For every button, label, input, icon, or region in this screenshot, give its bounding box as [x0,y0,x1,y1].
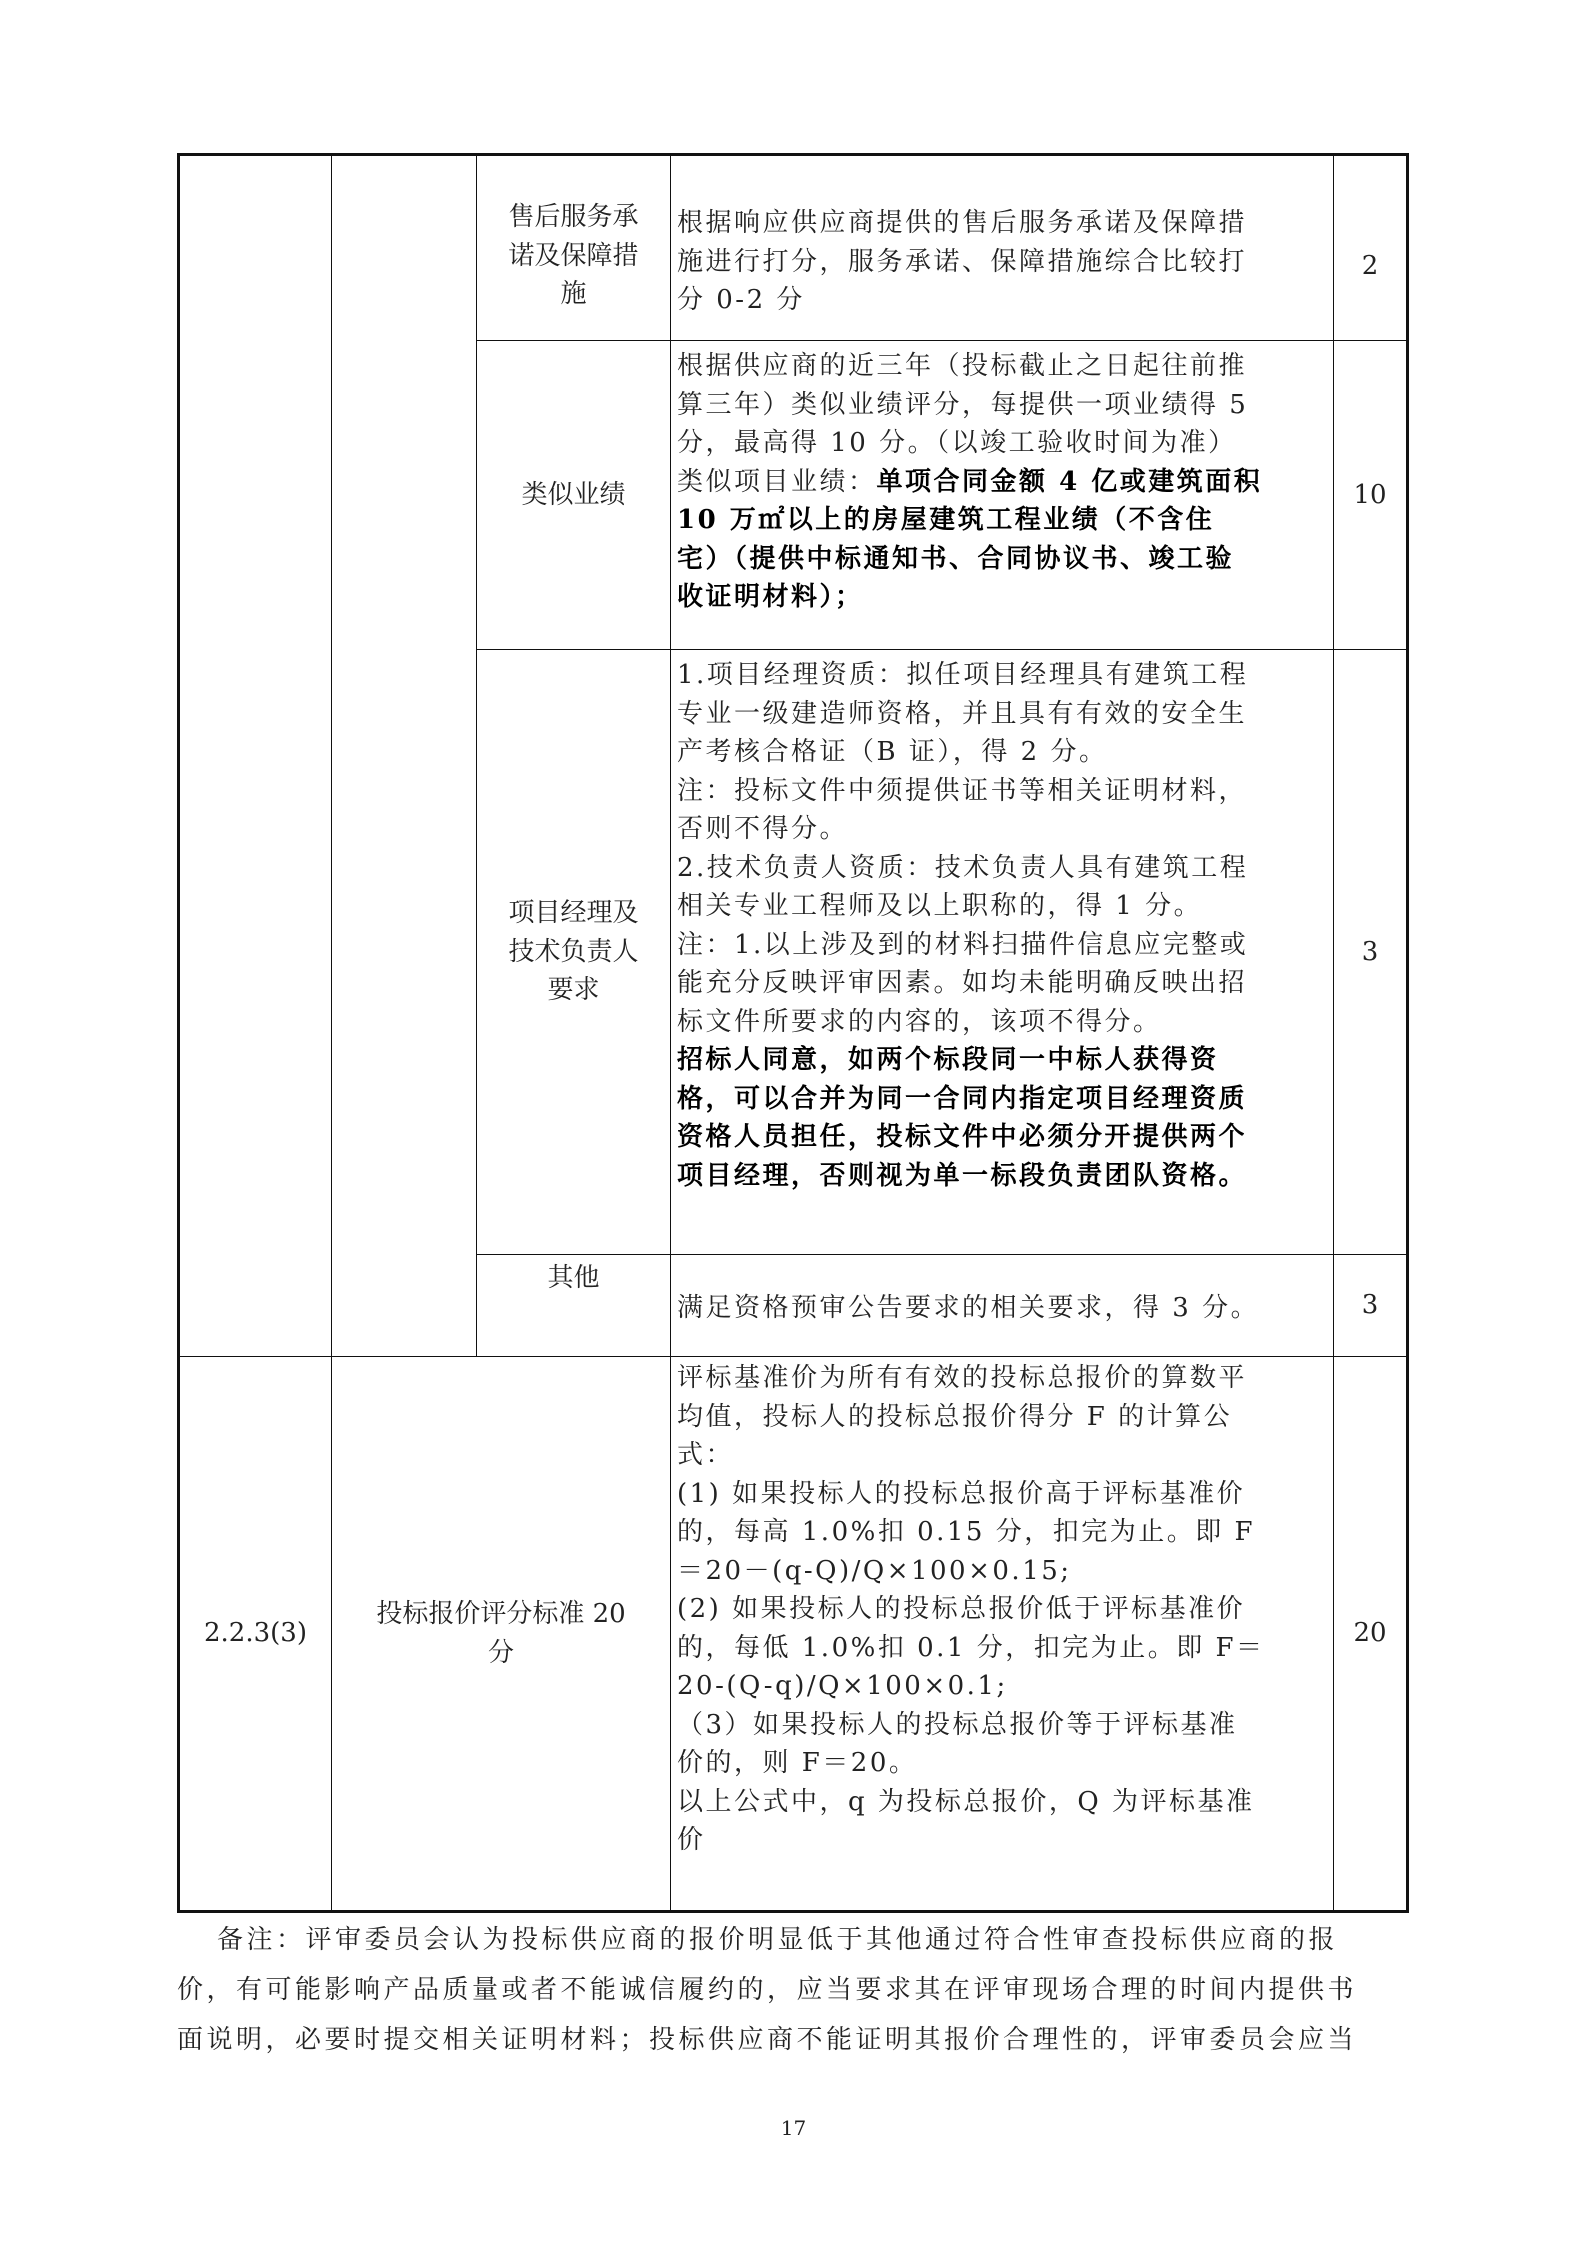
criterion-score: 20 [1353,1618,1387,1649]
desc-bold-part: 单项合同金额 4 亿或建筑面积 [876,466,1263,497]
criterion-name: 售后服务承 诺及保障措 施 [508,202,639,309]
remark-paragraph: 备注：评审委员会认为投标供应商的报价明显低于其他通过符合性审查投标供应商的报 价，有可能影响产品质量或者不能诚信履约的，应当要求其在评审现场合理的时间内提供书 面说明，必要时提交相关证明材料；投标供应商不能证明其报价合理性的，评审委员会应当 [177,1925,1358,2055]
scoring-table [177,153,1409,1913]
criterion-name: 投标报价评分标准 20 分 [376,1599,626,1668]
criterion-description: 1.项目经理资质：拟任项目经理具有建筑工程 专业一级建造师资格，并且具有有效的安全生 产考核合格证（B 证），得 2 分。 注：投标文件中须提供证书等相关证明材料， 否则不得分。 2.技术负责人资质：技术负责人具有建筑工程 相关专业工程师及以上职称的，得 1 分。 注：1.以上涉及到的材料扫描件信息应完整或 能充分反映评审因素。如均未能明确反映出招 标文件所要求的内容的，该项不得分。 招标人同意，如两个标段同一中标人获得资 格，可以合并为同一合同内指定项目经理资质 资格人员担任，投标文件中必须分开提供两个 项目经理，否则视为单一标段负责团队资格。 [677,660,1249,1191]
criterion-name-cell [477,1259,670,1298]
criterion-description: 根据响应供应商提供的售后服务承诺及保障措 施进行打分，服务承诺、保障措施综合比较打 分 0-2 分 [677,208,1248,315]
page-number: 17 [780,2116,807,2140]
row-divider-3 [476,1254,1409,1255]
criterion-score: 3 [1361,1290,1379,1321]
desc-plain-part: 类似项目业绩： [677,466,877,497]
criterion-name-cell [332,1357,670,1910]
table-border-top [177,153,1409,156]
criterion-name: 其他 [547,1263,600,1293]
criterion-description: 评标基准价为所有有效的投标总报价的算数平 均值，投标人的投标总报价得分 F 的计算公 式： (1) 如果投标人的投标总报价高于评标基准价 的，每高 1.0%扣 0.15 分，扣完为止。即 F ＝20－(q-Q)/Q×100×0.15; (2) 如果投标人的投标总报价低于评标基准价 的，每低 1.0%扣 0.1 分，扣完为止。即 F＝ 20-(Q-q)/Q×100×0.1; （3）如果投标人的投标总报价等于评标基准 价的，则 F＝20。 以上公式中，q 为投标总报价，Q 为评标基准 价 [677,1363,1265,1855]
criterion-description: 根据供应商的近三年（投标截止之日起往前推 算三年）类似业绩评分，每提供一项业绩得 5 分，最高得 10 分。（以竣工验收时间为准） 类似项目业绩：单项合同金额 4 亿或建筑面积 10 万㎡以上的房屋建筑工程业绩（不含住 宅）（提供中标通知书、合同协议书、竣工验 收证明材料）； [671,347,1333,617]
criterion-score: 3 [1361,936,1379,967]
criterion-score: 10 [1353,479,1387,510]
criterion-name: 项目经理及 技术负责人 要求 [508,898,639,1006]
criterion-description: 满足资格预审公告要求的相关要求，得 3 分。 [677,1293,1260,1323]
criterion-name: 类似业绩 [521,479,626,510]
criterion-name-cell [477,198,670,340]
criterion-name-cell [477,341,670,649]
table-border-bottom [177,1910,1409,1913]
mixed-bold-line [677,463,1329,502]
criterion-name-cell [477,650,670,1254]
table-border-right [1406,153,1409,1913]
clause-number: 2.2.3(3) [204,1618,307,1649]
criterion-score: 2 [1361,251,1379,282]
